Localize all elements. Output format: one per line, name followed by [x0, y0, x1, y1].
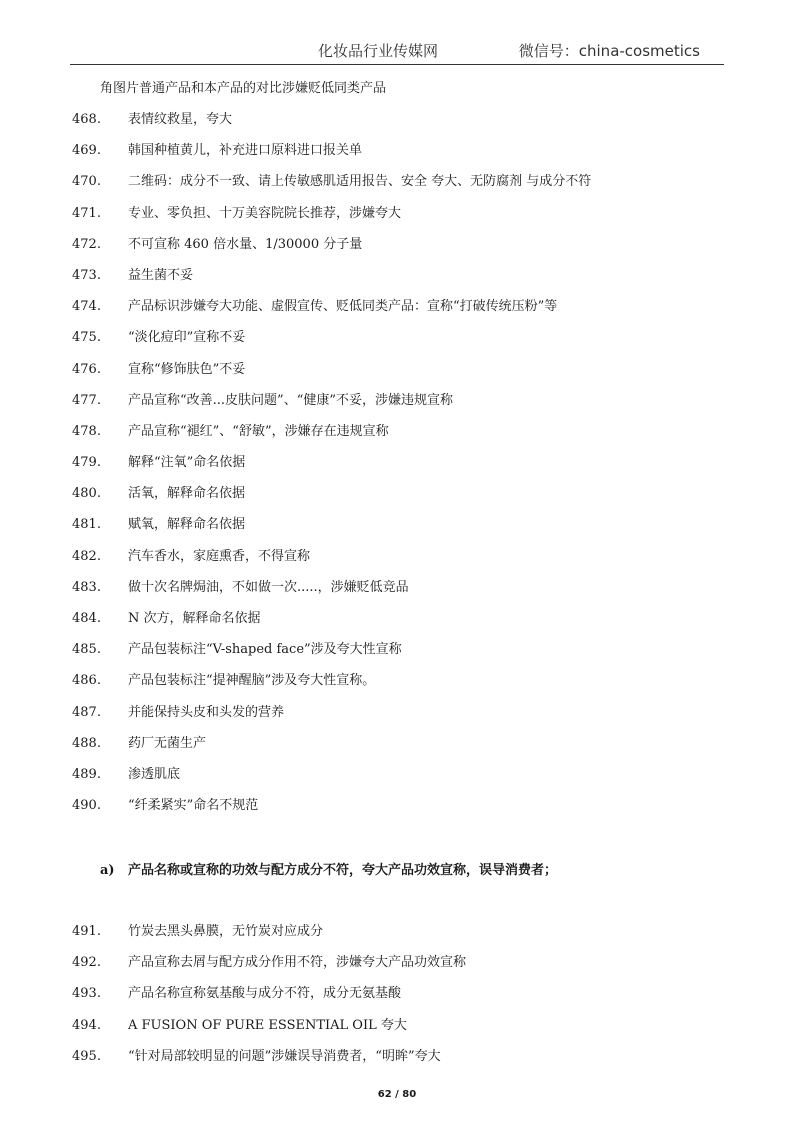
item-number: 493. [72, 986, 101, 1002]
item-number: 489. [72, 766, 101, 782]
header-wechat-id: 微信号：china-cosmetics [518, 42, 700, 60]
item-number: 492. [72, 955, 101, 971]
item-number: 485. [72, 642, 101, 658]
item-text: “纤柔紧实”命名不规范 [128, 798, 259, 814]
item-text: 并能保持头皮和头发的营养 [128, 704, 285, 720]
item-text: 做十次名牌焗油，不如做一次.....，涉嫌贬低竞品 [128, 579, 409, 595]
item-number: 480. [72, 486, 101, 502]
header-site-name: 化妆品行业传媒网 [318, 42, 439, 60]
item-number: 483. [72, 579, 101, 595]
list-item [0, 548, 794, 579]
page-number: 62 / 80 [377, 1089, 417, 1100]
item-number: 476. [72, 361, 101, 377]
item-text: 渗透肌底 [128, 766, 181, 782]
item-list [0, 111, 794, 828]
item-text: 解释“注氧”命名依据 [128, 455, 246, 471]
list-item [0, 423, 794, 454]
list-item [0, 173, 794, 204]
list-item [0, 1048, 794, 1079]
item-text: “针对局部较明显的问题”涉嫌误导消费者，“明眸”夸大 [128, 1048, 441, 1064]
item-number: 478. [72, 423, 101, 439]
list-item [0, 735, 794, 766]
item-number: 468. [72, 112, 101, 127]
section-title: 产品名称或宣称的功效与配方成分不符，夸大产品功效宣称，误导消费者； [128, 863, 558, 878]
item-number: 490. [72, 798, 101, 814]
item-text: 产品包装标注“提神醒脑”涉及夸大性宣称。 [128, 673, 376, 689]
list-item [0, 516, 794, 547]
list-item [0, 142, 794, 173]
page-header [70, 40, 724, 65]
item-text: A FUSION OF PURE ESSENTIAL OIL 夸大 [128, 1017, 407, 1033]
item-text: 药厂无菌生产 [128, 735, 207, 751]
list-item [0, 267, 794, 298]
list-item [0, 329, 794, 360]
list-item [0, 579, 794, 610]
item-text: 产品名称宣称氨基酸与成分不符，成分无氨基酸 [128, 986, 402, 1002]
item-number: 486. [72, 673, 101, 689]
item-number: 482. [72, 548, 101, 564]
list-item [0, 672, 794, 703]
item-text: 产品宣称去屑与配方成分作用不符，涉嫌夸大产品功效宣称 [128, 955, 467, 971]
list-item [0, 361, 794, 392]
list-item [0, 954, 794, 985]
list-item [0, 985, 794, 1016]
item-number: 471. [72, 205, 101, 221]
section-marker: a) [100, 863, 115, 878]
item-number: 487. [72, 704, 101, 720]
item-text: 竹炭去黑头鼻膜，无竹炭对应成分 [128, 924, 324, 939]
list-item [0, 641, 794, 672]
item-number: 473. [72, 267, 101, 283]
list-item [0, 610, 794, 641]
list-item [0, 205, 794, 236]
item-text: 产品标识涉嫌夸大功能、虚假宣传、贬低同类产品：宣称“打破传统压粉”等 [128, 299, 558, 315]
item-number: 481. [72, 517, 101, 533]
item-number: 474. [72, 299, 101, 315]
intro-line: 角图片普通产品和本产品的对比涉嫌贬低同类产品 [100, 81, 387, 96]
list-item [0, 766, 794, 797]
item-text: 赋氧，解释命名依据 [128, 517, 246, 533]
list-item [0, 236, 794, 267]
item-text: 产品包装标注“V-shaped face”涉及夸大性宣称 [128, 642, 402, 658]
item-number: 469. [72, 143, 101, 159]
list-item [0, 704, 794, 735]
item-number: 494. [72, 1017, 101, 1033]
list-item [0, 298, 794, 329]
item-text: 韩国种植黄儿，补充进口原料进口报关单 [128, 143, 363, 159]
item-text: 不可宣称 460 倍水量、1/30000 分子量 [128, 236, 363, 252]
list-item [0, 1017, 794, 1048]
list-item [0, 454, 794, 485]
item-number: 470. [72, 174, 101, 190]
item-number: 475. [72, 330, 101, 346]
item-text: 产品宣称“褪红”、“舒敏”，涉嫌存在违规宣称 [128, 423, 389, 439]
item-text: N 次方，解释命名依据 [128, 611, 261, 626]
list-item [0, 923, 794, 954]
item-text: 产品宣称“改善...皮肤问题”、“健康”不妥，涉嫌违规宣称 [128, 392, 453, 408]
list-item [0, 111, 794, 142]
item-number: 488. [72, 735, 101, 751]
section-heading [100, 862, 557, 880]
item-text: 二维码：成分不一致、请上传敏感肌适用报告、安全 夸大、无防腐剂 与成分不符 [128, 174, 592, 190]
item-text: 专业、零负担、十万美容院院长推荐，涉嫌夸大 [128, 205, 402, 221]
item-text: “淡化痘印”宣称不妥 [128, 330, 246, 346]
item-number: 495. [72, 1048, 101, 1064]
item-number: 479. [72, 455, 101, 471]
list-item [0, 797, 794, 828]
item-list-2 [0, 923, 794, 1079]
item-number: 472. [72, 236, 101, 252]
item-text: 汽车香水，家庭熏香，不得宣称 [128, 548, 311, 564]
item-number: 484. [72, 611, 101, 626]
list-item [0, 485, 794, 516]
item-number: 491. [72, 924, 101, 939]
item-text: 益生菌不妥 [128, 267, 194, 283]
list-item [0, 392, 794, 423]
item-text: 表情纹救星，夸大 [128, 112, 233, 127]
item-text: 活氧，解释命名依据 [128, 486, 246, 502]
item-text: 宣称“修饰肤色”不妥 [128, 361, 246, 377]
item-number: 477. [72, 392, 101, 408]
